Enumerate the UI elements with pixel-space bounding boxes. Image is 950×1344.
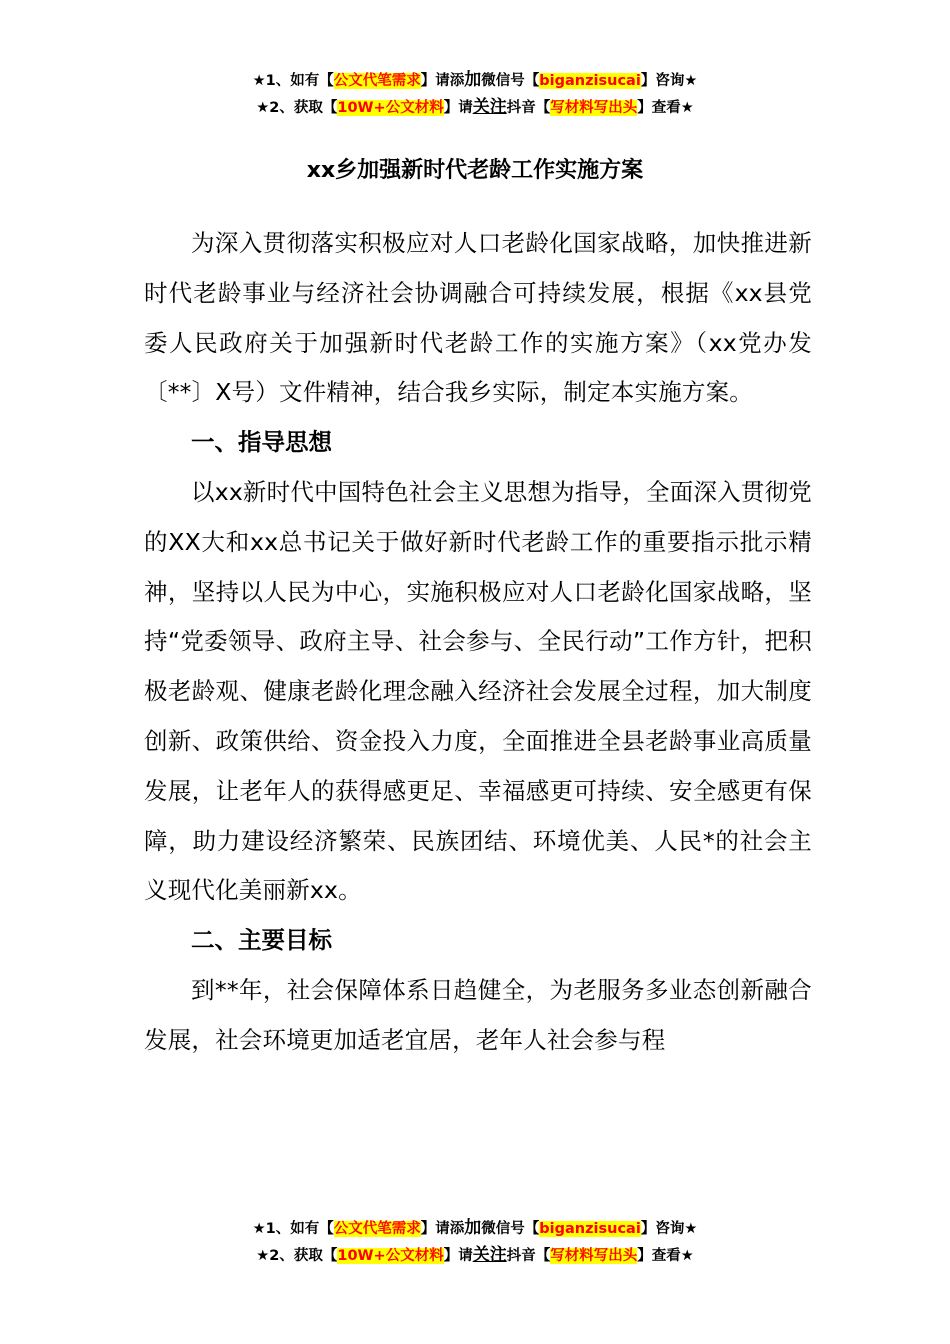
header-notice	[0, 67, 950, 121]
notice-line-2: ★2、获取【10W+公文材料】请关注抖音【写材料写出头】查看★	[256, 97, 694, 117]
section-paragraph-guiding-ideology: 以xx新时代中国特色社会主义思想为指导，全面深入贯彻党的XX大和xx总书记关于做好新时代老龄工作的重要指示批示精神，坚持以人民为中心，实施积极应对人口老龄化国家战略，坚持“党委领导、政府主导、社会参与、全民行动”工作方针，把积极老龄观、健康老龄化理念融入经济社会发展全过程，加大制度创新、政策供给、资金投入力度，全面推进全县老龄事业高质量发展，让老年人的获得感更足、幸福感更可持续、安全感更有保障，助力建设经济繁荣、民族团结、环境优美、人民*的社会主义现代化美丽新xx。	[144, 477, 812, 905]
highlight-douyin: 写材料写出头	[550, 1248, 638, 1264]
highlight-service: 公文代笔需求	[333, 1221, 421, 1237]
intro-paragraph: 为深入贯彻落实积极应对人口老龄化国家战略，加快推进新时代老龄事业与经济社会协调融合可持续发展，根据《xx县党委人民政府关于加强新时代老龄工作的实施方案》（xx党办发〔**〕X号）文件精神，结合我乡实际，制定本实施方案。	[144, 229, 812, 407]
highlight-wechat-id: biganzisucai	[539, 73, 641, 89]
document-body	[144, 219, 812, 1066]
highlight-service: 公文代笔需求	[333, 73, 421, 89]
footer-notice	[0, 1215, 950, 1269]
section-paragraph-main-goals: 到**年，社会保障体系日趋健全，为老服务多业态创新融合发展，社会环境更加适老宜居，老年人社会参与程	[144, 975, 812, 1054]
highlight-douyin: 写材料写出头	[550, 100, 638, 116]
notice-line-2: ★2、获取【10W+公文材料】请关注抖音【写材料写出头】查看★	[256, 1245, 694, 1265]
highlight-wechat-id: biganzisucai	[539, 1221, 641, 1237]
highlight-materials: 10W+公文材料	[337, 1248, 444, 1264]
notice-line-1: ★1、如有【公文代笔需求】请添加微信号【biganzisucai】咨询★	[252, 1218, 698, 1238]
notice-line-1: ★1、如有【公文代笔需求】请添加微信号【biganzisucai】咨询★	[252, 70, 698, 90]
document-title: xx乡加强新时代老龄工作实施方案	[306, 158, 644, 183]
section-heading-main-goals: 二、主要目标	[191, 926, 332, 955]
highlight-materials: 10W+公文材料	[337, 100, 444, 116]
section-heading-guiding-ideology: 一、指导思想	[191, 428, 332, 457]
